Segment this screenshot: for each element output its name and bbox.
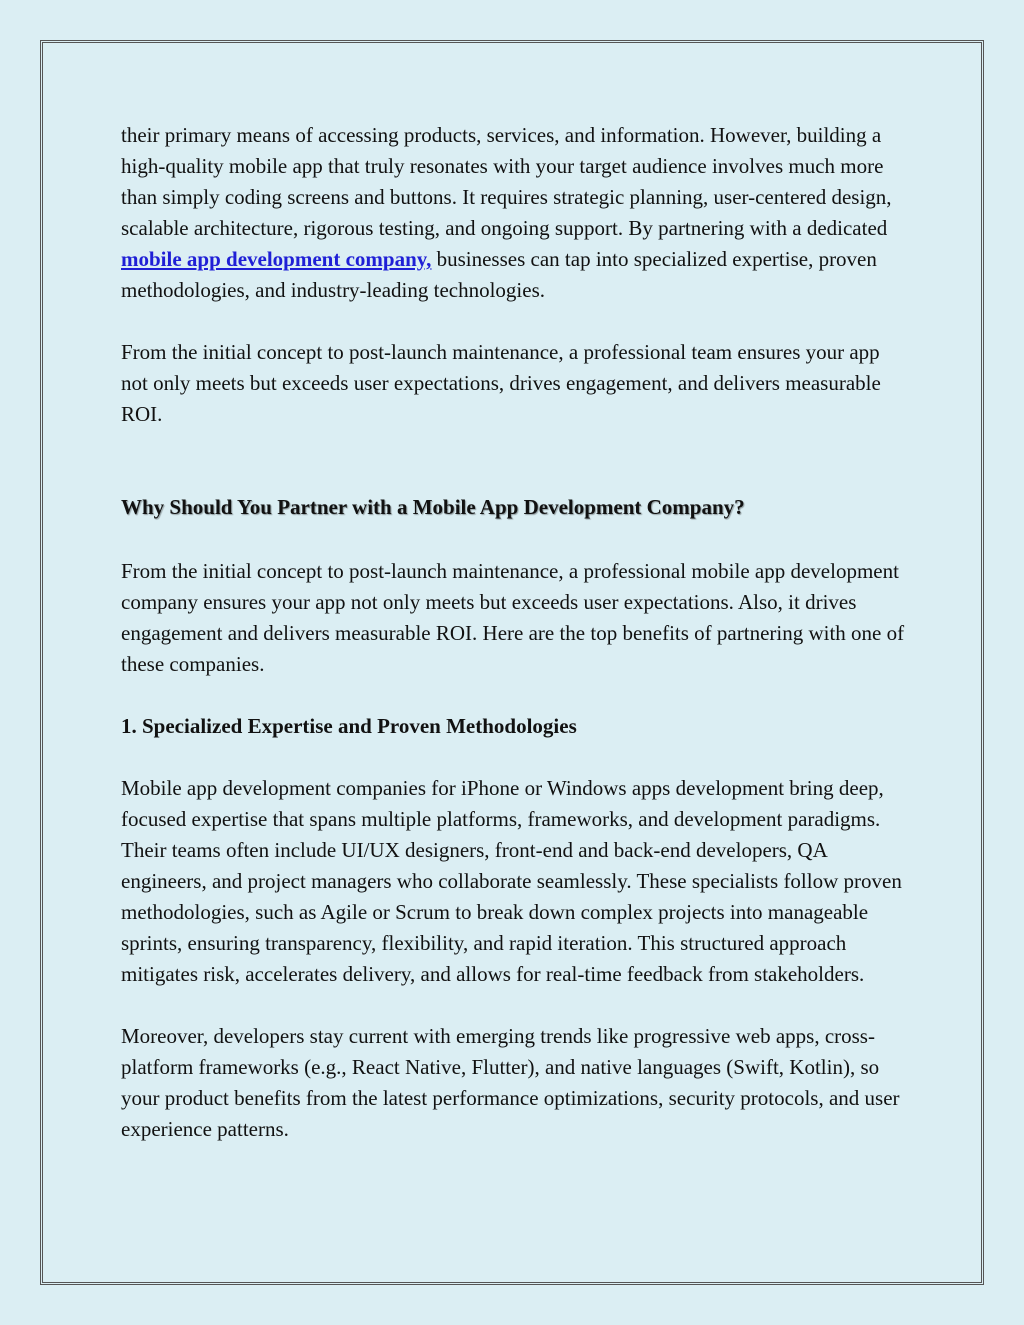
expertise-paragraph: Mobile app development companies for iPhone or Windows apps development bring deep, focused expertise that spans multiple platforms, frameworks, and development paradigms. Their teams often include UI/UX designers, front-end and back-end developers, QA engineers, and project managers who collaborate seamlessly. These specialists follow proven methodologies, such as Agile or Scrum to break down complex projects into manageable sprints, ensuring transparency, flexibility, and rapid iteration. This structured approach mitigates risk, accelerates delivery, and allows for real-time feedback from stakeholders. xyxy=(121,776,902,986)
document-content xyxy=(121,120,911,1176)
subheading-specialized-expertise: 1. Specialized Expertise and Proven Methodologies xyxy=(121,714,577,738)
trends-paragraph: Moreover, developers stay current with emerging trends like progressive web apps, cross-platform frameworks (e.g., React Native, Flutter), and native languages (Swift, Kotlin), so your product benefits from the latest performance optimizations, security protocols, and user experience patterns. xyxy=(121,1024,900,1141)
intro-text-before-link: their primary means of accessing products, services, and information. However, building a high-quality mobile app that truly resonates with your target audience involves much more than simply coding screens and buttons. It requires strategic planning, user-centered design, scalable architecture, rigorous testing, and ongoing support. By partnering with a dedicated xyxy=(121,123,892,240)
benefits-intro-paragraph: From the initial concept to post-launch maintenance, a professional mobile app development company ensures your app not only meets but exceeds user expectations. Also, it drives engagement and delivers measurable ROI. Here are the top benefits of partnering with one of these companies. xyxy=(121,559,905,676)
intro-text-after-link: businesses can tap into specialized expertise, proven methodologies, and industry-leading technologies. xyxy=(121,247,877,302)
section-heading: Why Should You Partner with a Mobile App Development Company? xyxy=(121,495,745,519)
concept-paragraph: From the initial concept to post-launch maintenance, a professional team ensures your app not only meets but exceeds user expectations, drives engagement, and delivers measurable ROI. xyxy=(121,340,881,426)
mobile-app-development-company-link[interactable]: mobile app development company, xyxy=(121,247,432,271)
intro-paragraph xyxy=(121,120,911,306)
